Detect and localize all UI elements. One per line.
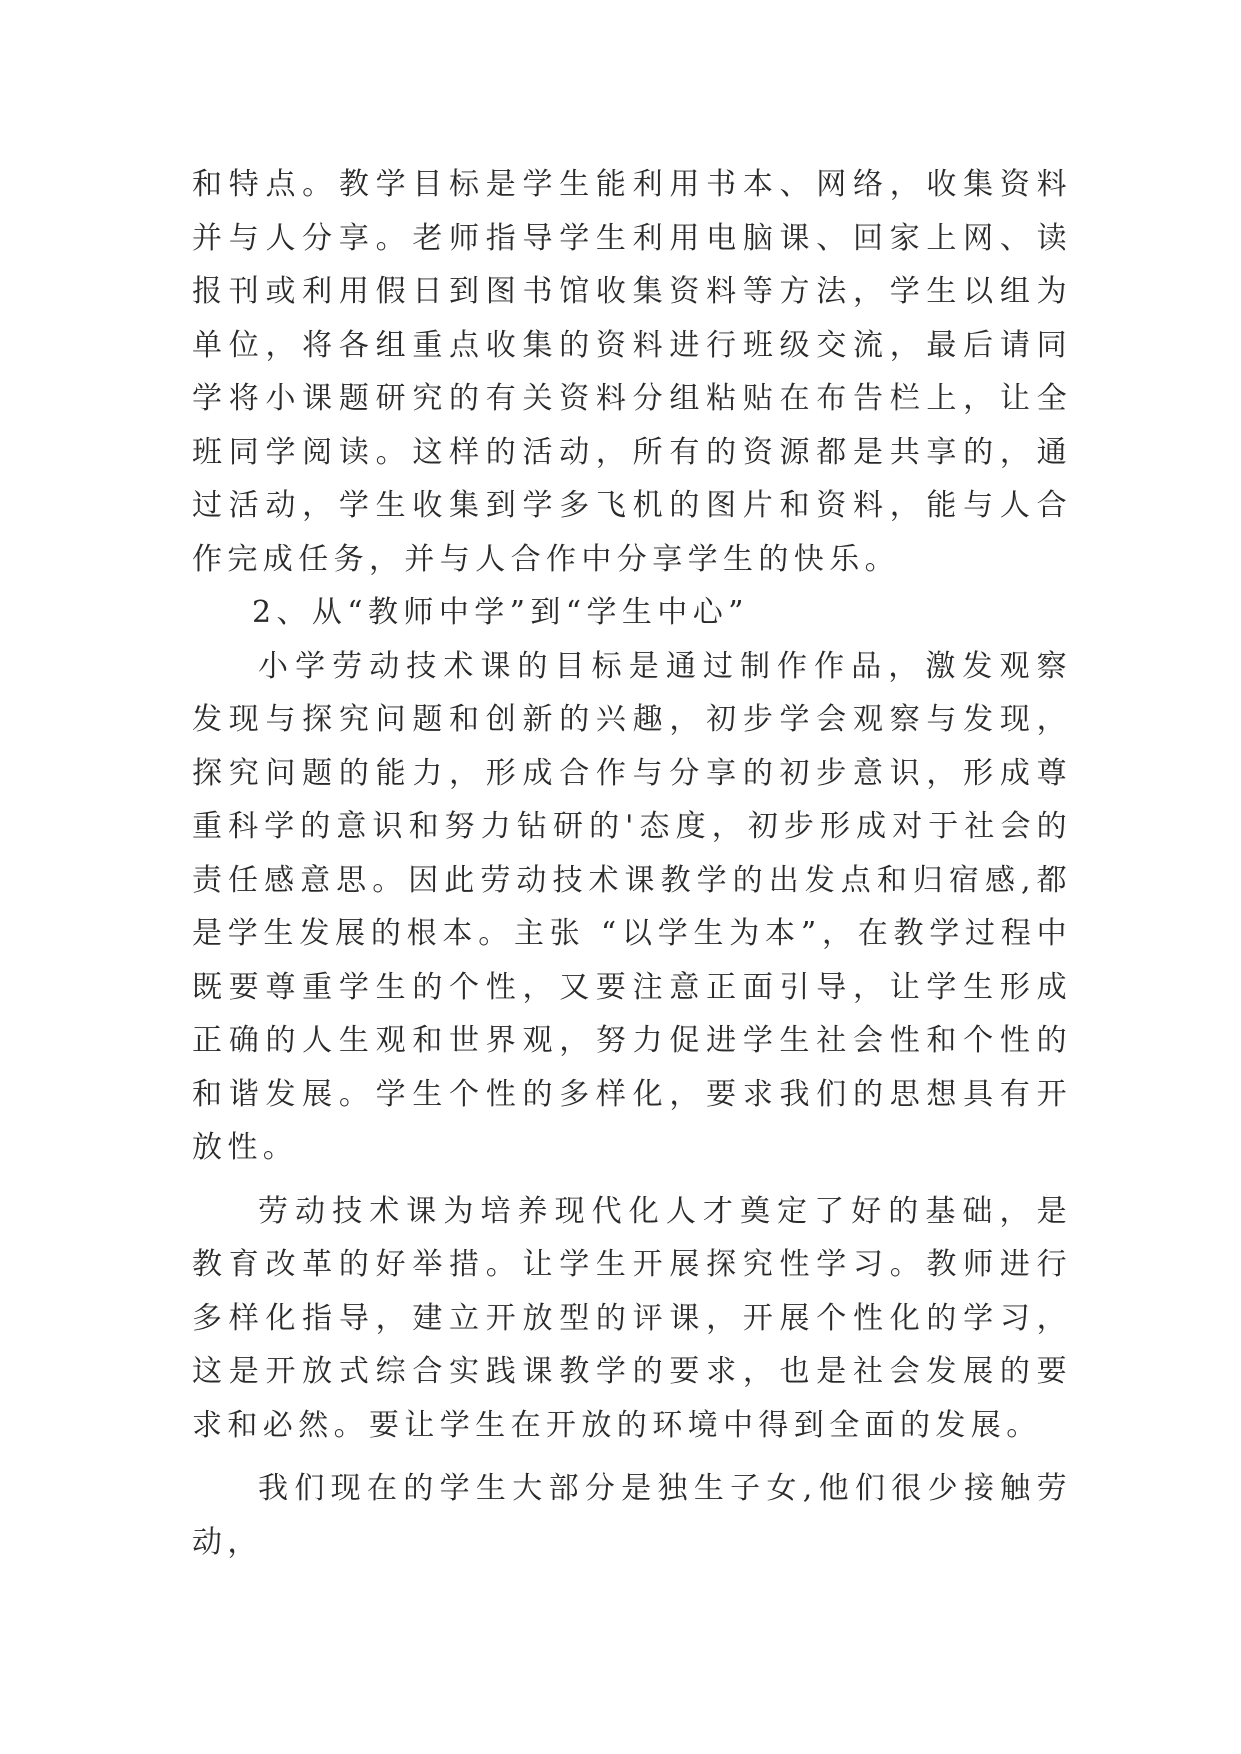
section-heading-2: 2、从“教师中学”到“学生中心” — [252, 595, 749, 630]
paragraph-continued: 和特点。教学目标是学生能利用书本、网络，收集资料并与人分享。老师指导学生利用电脑课、回家上网、读报刊或利用假日到图书馆收集资料等方法，学生以组为单位，将各组重点收集的资料进行班级交流，最后请同学将小课题研究的有关资料分组粘贴在布告栏上，让全班同学阅读。这样的活动，所有的资源都是共享的，通过活动，学生收集到学多飞机的图片和资料，能与人合作完成任务，并与人合作中分享学生的快乐。 — [192, 167, 1072, 577]
document-body — [192, 158, 1072, 1569]
paragraph-labor-course-reform: 劳动技术课为培养现代化人才奠定了好的基础，是教育改革的好举措。让学生开展探究性学习。教师进行多样化指导，建立开放型的评课，开展个性化的学习，这是开放式综合实践课教学的要求，也是社会发展的要求和必然。要让学生在开放的环境中得到全面的发展。 — [192, 1193, 1072, 1443]
paragraph-labor-course-goals: 小学劳动技术课的目标是通过制作作品，激发观察发现与探究问题和创新的兴趣，初步学会观察与发现，探究问题的能力，形成合作与分享的初步意识，形成尊重科学的意识和努力钻研的'态度，初步形成对于社会的责任感意思。因此劳动技术课教学的出发点和归宿感,都是学生发展的根本。主张 “以学生为本”，在教学过程中既要尊重学生的个性，又要注意正面引导，让学生形成正确的人生观和世界观，努力促进学生社会性和个性的和谐发展。学生个性的多样化，要求我们的思想具有开放性。 — [192, 648, 1072, 1165]
paragraph-only-children: 我们现在的学生大部分是独生子女,他们很少接触劳动， — [192, 1471, 1072, 1560]
